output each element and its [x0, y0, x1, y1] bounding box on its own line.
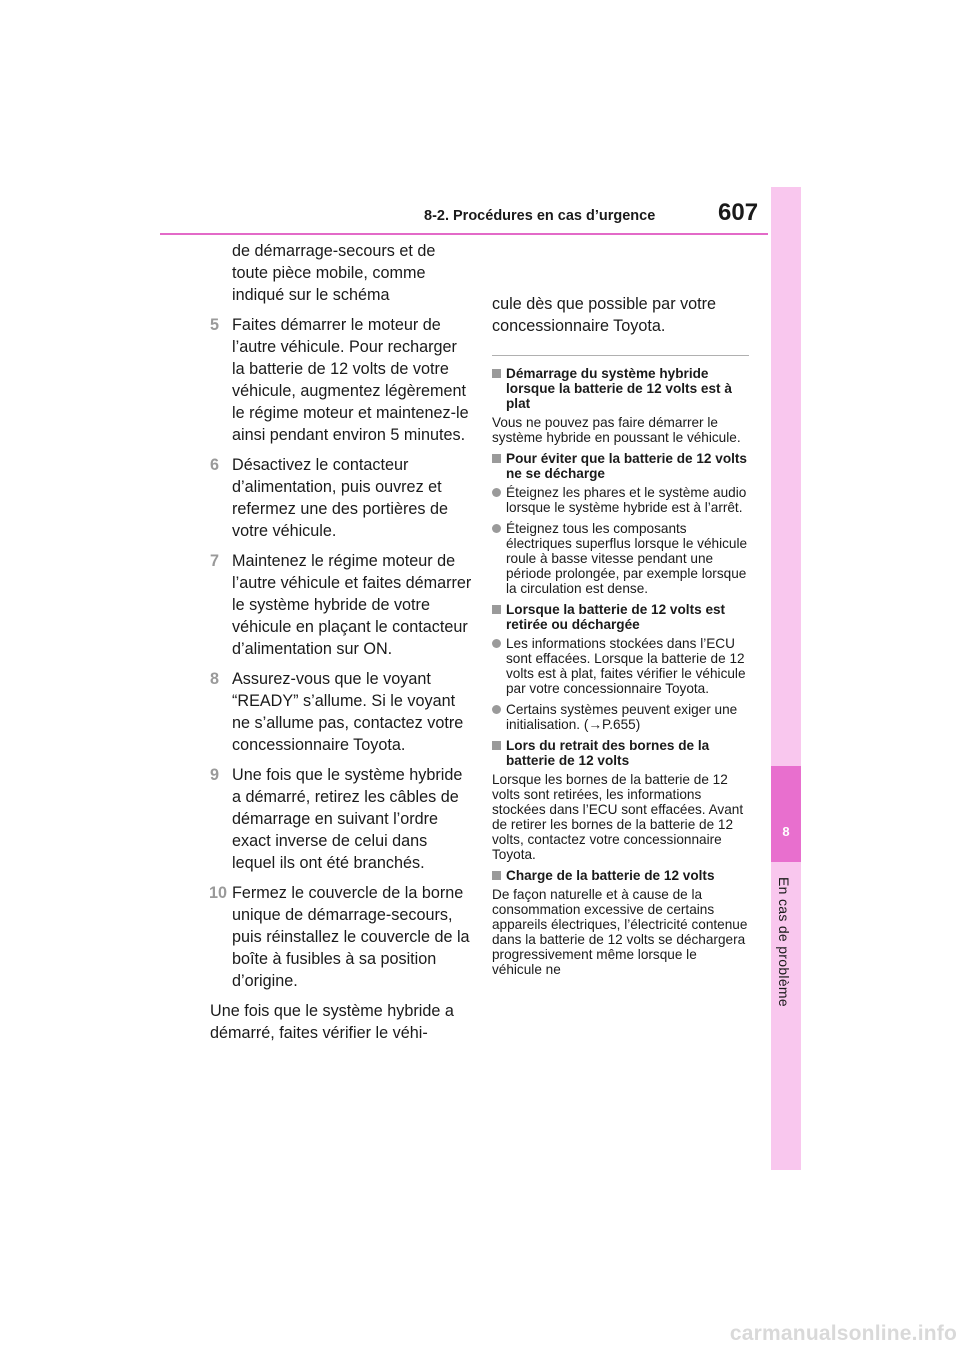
step-text: Faites démarrer le moteur de l’autre véhicule. Pour recharger la batterie de 12 volts de votre véhicule, augmentez légèrement le régime moteur et maintenez-le ainsi pendant environ 5 minutes.: [232, 316, 469, 444]
intro-paragraph: de démarrage-secours et de toute pièce mobile, comme indiqué sur le schéma: [232, 242, 436, 304]
step-number: 7: [210, 552, 220, 570]
note-heading: [492, 602, 749, 632]
note-text: Vous ne pouvez pas faire démarrer le système hybride en poussant le véhicule.: [492, 415, 741, 445]
section-title: 8-2. Procédures en cas d’urgence: [424, 208, 656, 224]
chapter-side-tab: [771, 187, 801, 1170]
square-bullet-icon: [492, 369, 501, 378]
square-bullet-icon: [492, 871, 501, 880]
step-number: 10: [209, 884, 228, 902]
step-number: 9: [210, 766, 220, 784]
bullet-text: Certains systèmes peuvent exiger une initialisation. (→P.655): [506, 702, 738, 732]
square-bullet-icon: [492, 741, 501, 750]
note-block: [492, 868, 749, 977]
step-number: 8: [210, 670, 220, 688]
note-block: [492, 451, 749, 596]
circle-bullet-icon: [492, 488, 501, 497]
step-item: [210, 314, 472, 446]
circle-bullet-icon: [492, 524, 501, 533]
bullet-text: Éteignez les phares et le système audio lorsque le système hybride est à l’arrêt.: [506, 485, 747, 515]
circle-bullet-icon: [492, 705, 501, 714]
square-bullet-icon: [492, 605, 501, 614]
right-column: [492, 293, 749, 983]
note-heading-text: Démarrage du système hybride lorsque la batterie de 12 volts est à plat: [506, 366, 732, 411]
watermark: carmanualsonline.info: [729, 1322, 957, 1345]
continuation-paragraph: cule dès que possible par votre concessionnaire Toyota.: [492, 295, 717, 335]
notes-divider: [492, 355, 749, 356]
bullet-item: [492, 702, 749, 732]
closing-paragraph: Une fois que le système hybride a démarré, faites vérifier le véhi-: [210, 1002, 454, 1042]
note-text: De façon naturelle et à cause de la consommation excessive de certains appareils électriques, l’électricité contenue dans la batterie de 12 volts se déchargera progressivement même lorsque le véhicule ne: [492, 887, 748, 977]
chapter-number: 8: [782, 824, 790, 839]
bullet-item: [492, 485, 749, 515]
note-heading-text: Charge de la batterie de 12 volts: [506, 868, 715, 883]
note-heading: [492, 738, 749, 768]
bullet-text: Éteignez tous les composants électriques superflus lorsque le véhicule roule à basse vitesse pendant une période prolongée, par exemple lorsque la circulation est dense.: [506, 521, 748, 596]
step-item: [210, 550, 472, 660]
step-text: Fermez le couvercle de la borne unique de démarrage-secours, puis réinstallez le couvercle de la boîte à fusibles à sa position d’origine.: [232, 884, 470, 990]
bullet-item: [492, 636, 749, 696]
header-divider: [160, 233, 768, 235]
note-heading: [492, 451, 749, 481]
bullet-item: [492, 521, 749, 596]
step-text: Désactivez le contacteur d’alimentation, puis ouvrez et refermez une des portières de votre véhicule.: [232, 456, 448, 540]
step-text: Une fois que le système hybride a démarré, retirez les câbles de démarrage en suivant l’ordre exact inverse de celui dans lequel ils ont été branchés.: [232, 766, 463, 872]
chapter-tab-marker: [771, 766, 801, 862]
chapter-label: En cas de problème: [776, 877, 792, 1007]
note-block: [492, 602, 749, 732]
note-heading: [492, 366, 749, 411]
step-item: [210, 454, 472, 542]
page-number: 607: [718, 199, 759, 226]
circle-bullet-icon: [492, 639, 501, 648]
left-column: [210, 240, 472, 1044]
square-bullet-icon: [492, 454, 501, 463]
step-item: [210, 764, 472, 874]
step-text: Assurez-vous que le voyant “READY” s’allume. Si le voyant ne s’allume pas, contactez votre concessionnaire Toyota.: [232, 670, 464, 754]
step-number: 5: [210, 316, 220, 334]
step-item: [210, 668, 472, 756]
note-block: [492, 738, 749, 862]
note-heading: [492, 868, 749, 883]
bullet-text: Les informations stockées dans l’ECU sont effacées. Lorsque la batterie de 12 volts est à plat, faites vérifier le véhicule par votre concessionnaire Toyota.: [506, 636, 746, 696]
note-text: Lorsque les bornes de la batterie de 12 volts sont retirées, les informations stockées dans l’ECU sont effacées. Avant de retirer les bornes de la batterie de 12 volts, contactez votre concessionnaire Toyota.: [492, 772, 744, 862]
note-heading-text: Lors du retrait des bornes de la batterie de 12 volts: [506, 738, 710, 768]
step-item: [210, 882, 472, 992]
note-heading-text: Lorsque la batterie de 12 volts est retirée ou déchargée: [506, 602, 726, 632]
step-number: 6: [210, 456, 220, 474]
note-heading-text: Pour éviter que la batterie de 12 volts ne se décharge: [506, 451, 747, 481]
step-text: Maintenez le régime moteur de l’autre véhicule et faites démarrer le système hybride de votre véhicule en plaçant le contacteur d’alimentation sur ON.: [232, 552, 472, 658]
note-block: [492, 366, 749, 445]
